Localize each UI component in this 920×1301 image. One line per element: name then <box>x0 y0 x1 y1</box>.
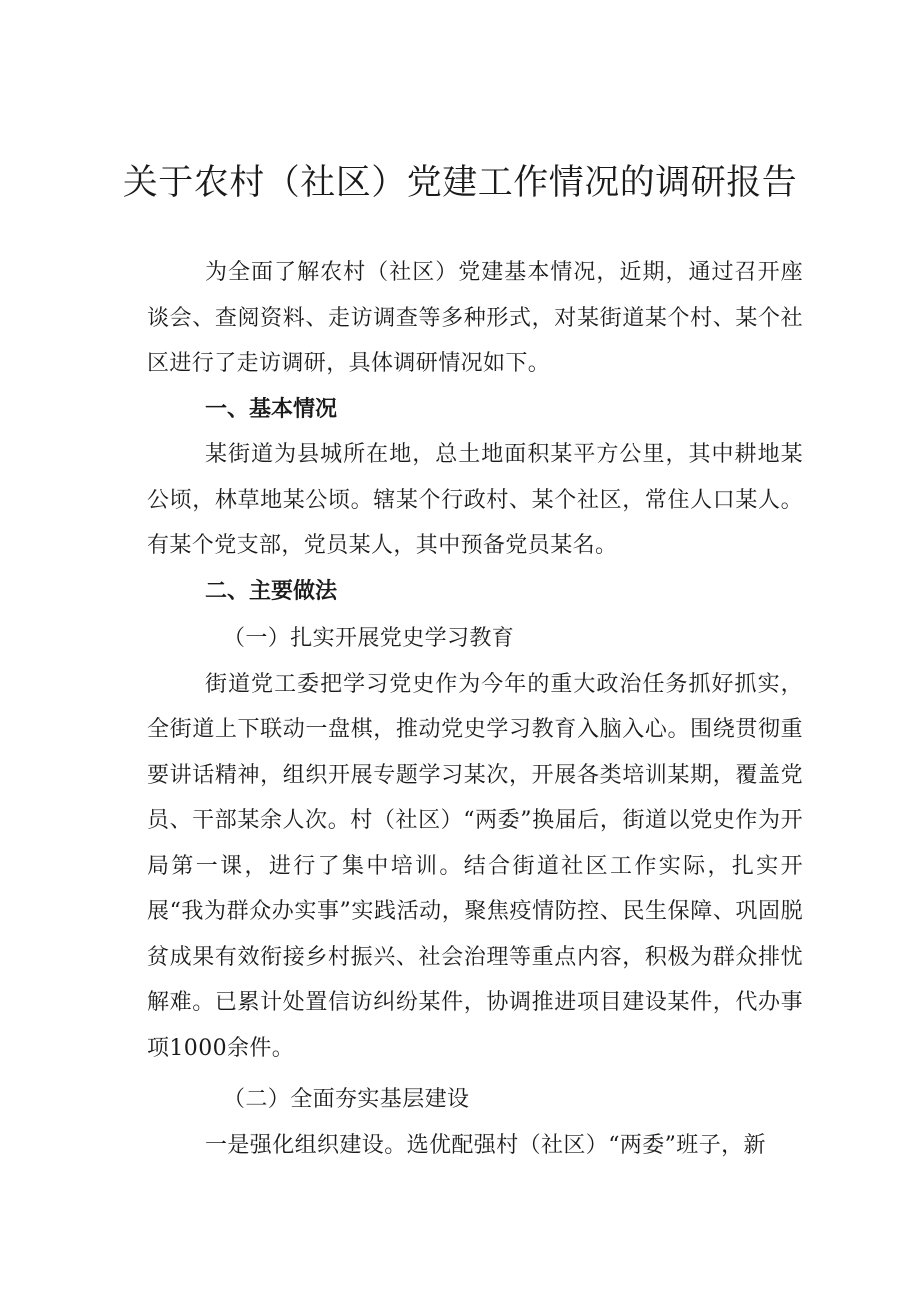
subsection-history-study-paragraph: 街道党工委把学习党史作为今年的重大政治任务抓好抓实，全街道上下联动一盘棋，推动党史学习教育入脑入心。围绕贯彻重要讲话精神，组织开展专题学习某次，开展各类培训某期，覆盖党员、干部某余人次。村（社区）“两委”换届后，街道以党史作为开局第一课，进行了集中培训。结合街道社区工作实际，扎实开展“我为群众办实事”实践活动，聚焦疫情防控、民生保障、巩固脱贫成果有效衔接乡村振兴、社会治理等重点内容，积极为群众排忧解难。已累计处置信访纠纷某件，协调推进项目建设某件，代办事项1000余件。 <box>147 671 803 1061</box>
page-title: 关于农村（社区）党建工作情况的调研报告 <box>122 163 798 203</box>
subsection-heading-history-study: （一）扎实开展党史学习教育 <box>223 626 515 651</box>
intro-paragraph: 为全面了解农村（社区）党建基本情况，近期，通过召开座谈会、查阅资料、走访调查等多种形式，对某街道某个村、某个社区进行了走访调研，具体调研情况如下。 <box>147 260 803 376</box>
section-heading-basic: 一、基本情况 <box>205 396 338 422</box>
document-body <box>147 250 803 1168</box>
section-heading-practices: 二、主要做法 <box>205 578 338 604</box>
section-basic-paragraph: 某街道为县城所在地，总土地面积某平方公里，其中耕地某公顷，林草地某公顷。辖某个行政村、某个社区，常住人口某人。有某个党支部，党员某人，其中预备党员某名。 <box>147 442 803 558</box>
subsection-grassroots-paragraph: 一是强化组织建设。选优配强村（社区）“两委”班子，新 <box>205 1132 766 1158</box>
subsection-heading-grassroots: （二）全面夯实基层建设 <box>223 1087 470 1112</box>
